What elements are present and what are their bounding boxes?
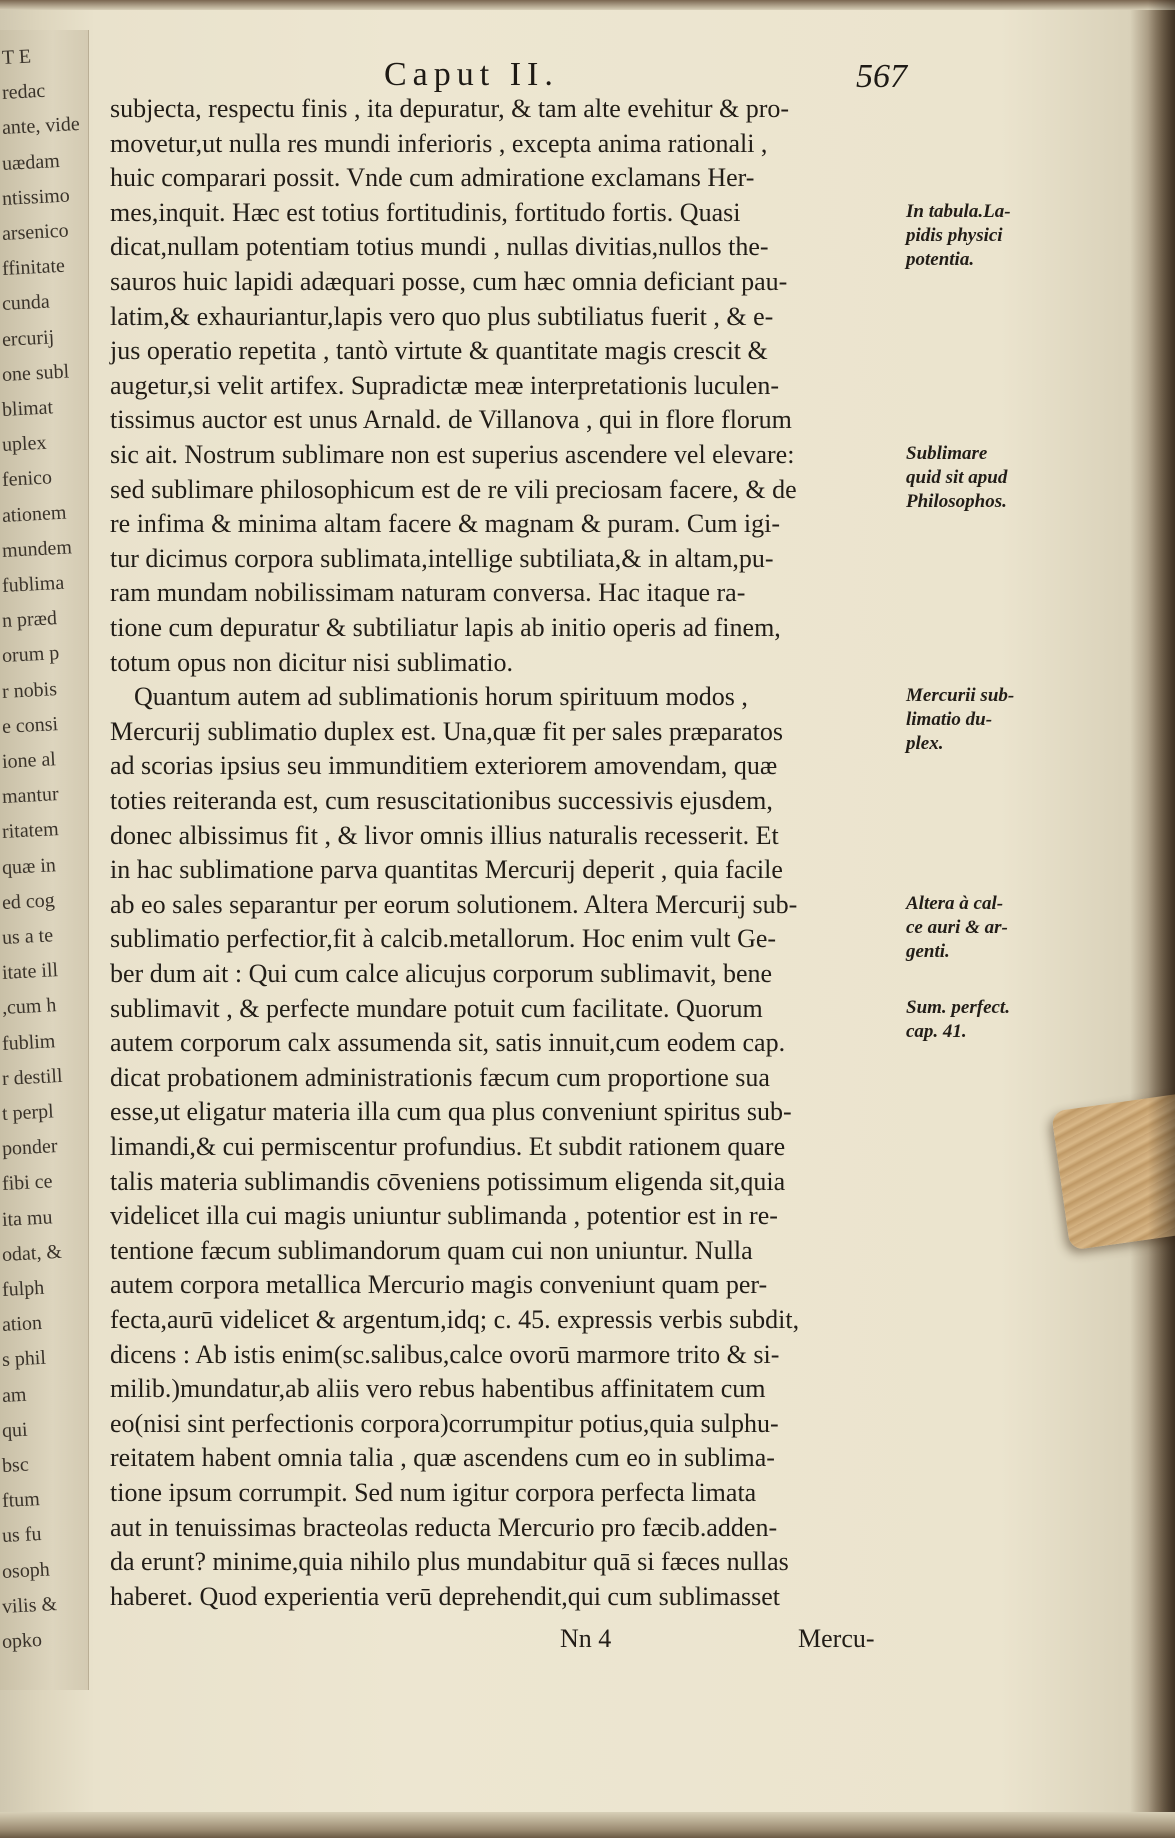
facing-page-text: fublim bbox=[1, 1029, 56, 1055]
facing-page-text: ationem bbox=[1, 501, 67, 527]
facing-page-fragment bbox=[0, 30, 89, 1690]
text-line: in hac sublimatione parva quantitas Mercurij deperit , quia facile bbox=[110, 855, 783, 885]
text-line: ad scorias ipsius seu immunditiem exteriorem amovendam, quæ bbox=[110, 751, 778, 781]
margin-note-line: Sum. perfect. bbox=[906, 996, 1010, 1018]
facing-page-text: ponder bbox=[1, 1135, 59, 1161]
facing-page-text: us a te bbox=[1, 924, 54, 949]
facing-page-text: T E bbox=[1, 45, 32, 69]
text-line: ber dum ait : Qui cum calce alicujus corporum sublimavit, bene bbox=[110, 959, 773, 988]
facing-page-text: itate ill bbox=[1, 959, 59, 985]
text-line: sed sublimare philosophicum est de re vili preciosam facere, & de bbox=[110, 474, 797, 504]
facing-page-text: fulph bbox=[1, 1276, 45, 1301]
margin-note-line: genti. bbox=[906, 940, 950, 962]
facing-page-text: ione al bbox=[1, 748, 57, 773]
facing-page-text: ercurij bbox=[1, 325, 55, 351]
page-number: 567 bbox=[856, 58, 907, 95]
text-line: dicens : Ab istis enim(sc.salibus,calce ovorū marmore trito & si- bbox=[110, 1339, 780, 1369]
facing-page-text: r destill bbox=[1, 1064, 64, 1090]
text-line: limandi,& cui permiscentur profundius. Et subdit rationem quare bbox=[110, 1132, 786, 1161]
text-line: ab eo sales separantur per eorum solutionem. Altera Mercurij sub- bbox=[110, 889, 798, 919]
signature-mark: Nn 4 bbox=[560, 1624, 612, 1653]
text-line: sic ait. Nostrum sublimare non est superius ascendere vel elevare: bbox=[110, 440, 795, 469]
text-line: mes,inquit. Hæc est totius fortitudinis, fortitudo fortis. Quasi bbox=[110, 197, 741, 227]
facing-page-text: blimat bbox=[1, 396, 54, 421]
facing-page-text: ante, vide bbox=[1, 113, 81, 140]
text-line: eo(nisi sint perfectionis corpora)corrumpitur potius,quia sulphu- bbox=[110, 1408, 779, 1438]
margin-note-line: potentia. bbox=[906, 248, 975, 270]
facing-page-text: one subl bbox=[1, 360, 70, 386]
facing-page-text: mantur bbox=[1, 783, 60, 809]
text-line: sublimatio perfectior,fit à calcib.metallorum. Hoc enim vult Ge- bbox=[110, 924, 777, 954]
facing-page-text: osoph bbox=[1, 1558, 51, 1583]
text-line: tione cum depuratur & subtiliatur lapis ab initio operis ad finem, bbox=[110, 613, 781, 642]
facing-page-text: bsc bbox=[1, 1453, 30, 1477]
text-line: da erunt? minime,quia nihilo plus mundabitur quā si fæces nullas bbox=[110, 1547, 789, 1577]
facing-page-text: s phil bbox=[1, 1347, 47, 1372]
text-line: esse,ut eligatur materia illa cum qua plus conveniunt spiritus sub- bbox=[110, 1097, 792, 1127]
text-line: sauros huic lapidi adæquari posse, cum hæc omnia deficiant pau- bbox=[110, 267, 788, 296]
text-line: tur dicimus corpora sublimata,intellige subtiliata,& in altam,pu- bbox=[110, 543, 774, 573]
facing-page-text: uædam bbox=[1, 149, 61, 175]
catchword: Mercu- bbox=[798, 1624, 875, 1653]
text-line: autem corpora metallica Mercurio magis conveniunt quam per- bbox=[110, 1270, 768, 1300]
facing-page-text: quæ in bbox=[1, 853, 57, 879]
facing-page-text: opko bbox=[1, 1628, 43, 1653]
margin-note-line: pidis physici bbox=[906, 224, 1003, 246]
running-head: Caput II. bbox=[384, 56, 559, 93]
facing-page-text: ntissimo bbox=[1, 184, 71, 210]
facing-page-text: odat, & bbox=[1, 1240, 63, 1266]
text-line: Quantum autem ad sublimationis horum spirituum modos , bbox=[134, 682, 748, 712]
text-line: augetur,si velit artifex. Supradictæ meæ interpretationis luculen- bbox=[110, 370, 779, 400]
facing-page-text: vilis & bbox=[1, 1592, 58, 1618]
text-line: toties reiteranda est, cum resuscitationibus successivis ejusdem, bbox=[110, 786, 773, 815]
facing-page-text: n præd bbox=[1, 607, 58, 633]
facing-page-text: am bbox=[1, 1383, 27, 1407]
text-line: re infima & minima altam facere & magnam & puram. Cum igi- bbox=[110, 509, 781, 539]
text-line: huic comparari possit. Vnde cum admiratione exclamans Her- bbox=[110, 163, 755, 193]
facing-page-text: ita mu bbox=[1, 1205, 54, 1231]
page-bottom-edge bbox=[0, 1812, 1175, 1838]
text-line: subjecta, respectu finis , ita depuratur, & tam alte evehitur & pro- bbox=[110, 94, 790, 123]
facing-page-text: r nobis bbox=[1, 677, 58, 703]
facing-page-text: qui bbox=[1, 1418, 29, 1442]
page-gutter-shadow bbox=[1148, 0, 1175, 1838]
facing-page-text: us fu bbox=[1, 1523, 42, 1548]
facing-page-text: t perpl bbox=[1, 1100, 55, 1125]
facing-page-text: ation bbox=[1, 1312, 43, 1337]
text-line: fecta,aurū videlicet & argentum,idq; c. 45. expressis verbis subdit, bbox=[110, 1305, 800, 1334]
text-line: autem corporum calx assumenda sit, satis innuit,cum eodem cap. bbox=[110, 1028, 786, 1058]
margin-note-line: plex. bbox=[906, 733, 944, 755]
facing-page-text: fublima bbox=[1, 571, 65, 597]
margin-note-line: Sublimare bbox=[906, 443, 988, 464]
text-line: dicat probationem administrationis fæcum cum proportione sua bbox=[110, 1062, 770, 1092]
text-line: movetur,ut nulla res mundi inferioris , excepta anima rationali , bbox=[110, 128, 768, 158]
text-line: tentione fæcum sublimandorum quam cui non uniuntur. Nulla bbox=[110, 1235, 753, 1265]
text-line: milib.)mundatur,ab aliis vero rebus habentibus affinitatem cum bbox=[110, 1374, 766, 1404]
facing-page-text: e consi bbox=[1, 712, 59, 738]
facing-page-text: redac bbox=[1, 79, 46, 105]
margin-note-line: cap. 41. bbox=[906, 1020, 967, 1042]
text-line: latim,& exhauriantur,lapis vero quo plus subtiliatus fuerit , & e- bbox=[110, 301, 774, 331]
margin-note-line: quid sit apud bbox=[906, 467, 1008, 488]
text-line: haberet. Quod experientia verū deprehendit,qui cum sublimasset bbox=[110, 1581, 781, 1611]
facing-page-text: fenico bbox=[1, 466, 53, 492]
text-line: dicat,nullam potentiam totius mundi , nullas divitias,nullos the- bbox=[110, 232, 769, 262]
text-line: aut in tenuissimas bracteolas reducta Mercurio pro fæcib.adden- bbox=[110, 1512, 778, 1542]
facing-page-text: ed cog bbox=[1, 889, 56, 914]
facing-page-text: fibi ce bbox=[1, 1170, 54, 1196]
text-line: sublimavit , & perfecte mundare potuit cum facilitate. Quorum bbox=[110, 993, 763, 1023]
facing-page-text: arsenico bbox=[1, 219, 70, 245]
text-line: talis materia sublimandis cōveniens potissimum eligenda sit,quia bbox=[110, 1166, 786, 1196]
facing-page-text: orum p bbox=[1, 642, 60, 668]
text-line: ram mundam nobilissimam naturam conversa. Hac itaque ra- bbox=[110, 578, 746, 608]
margin-note-line: Altera à cal- bbox=[906, 892, 1004, 914]
margin-note-line: Mercurii sub- bbox=[906, 685, 1015, 707]
margin-note-line: Philosophos. bbox=[906, 491, 1007, 512]
facing-page-text: ,cum h bbox=[1, 994, 57, 1020]
margin-note-line: ce auri & ar- bbox=[906, 916, 1008, 938]
facing-page-text: mundem bbox=[1, 536, 73, 562]
text-line: tissimus auctor est unus Arnald. de Villanova , qui in flore florum bbox=[110, 405, 792, 435]
text-line: jus operatio repetita , tantò virtute & quantitate magis crescit & bbox=[110, 336, 768, 366]
facing-page-text: cunda bbox=[1, 290, 51, 316]
text-line: donec albissimus fit , & livor omnis illius naturalis recesserit. Et bbox=[110, 820, 779, 850]
text-line: reitatem habent omnia talia , quæ ascendens cum eo in sublima- bbox=[110, 1443, 775, 1473]
text-line: tione ipsum corrumpit. Sed num igitur corpora perfecta limata bbox=[110, 1478, 757, 1507]
facing-page-text: ftum bbox=[1, 1488, 41, 1513]
text-line: Mercurij sublimatio duplex est. Una,quæ fit per sales præparatos bbox=[110, 716, 783, 746]
text-line: videlicet illa cui magis uniuntur sublimanda , potentior est in re- bbox=[110, 1201, 778, 1231]
text-line: totum opus non dicitur nisi sublimatio. bbox=[110, 647, 513, 677]
facing-page-text: uplex bbox=[1, 431, 47, 457]
facing-page-text: ritatem bbox=[1, 818, 60, 844]
page-top-edge bbox=[0, 0, 1175, 10]
margin-note-line: In tabula.La- bbox=[906, 200, 1011, 222]
margin-note-line: limatio du- bbox=[906, 709, 993, 731]
facing-page-text: ffinitate bbox=[1, 254, 66, 281]
